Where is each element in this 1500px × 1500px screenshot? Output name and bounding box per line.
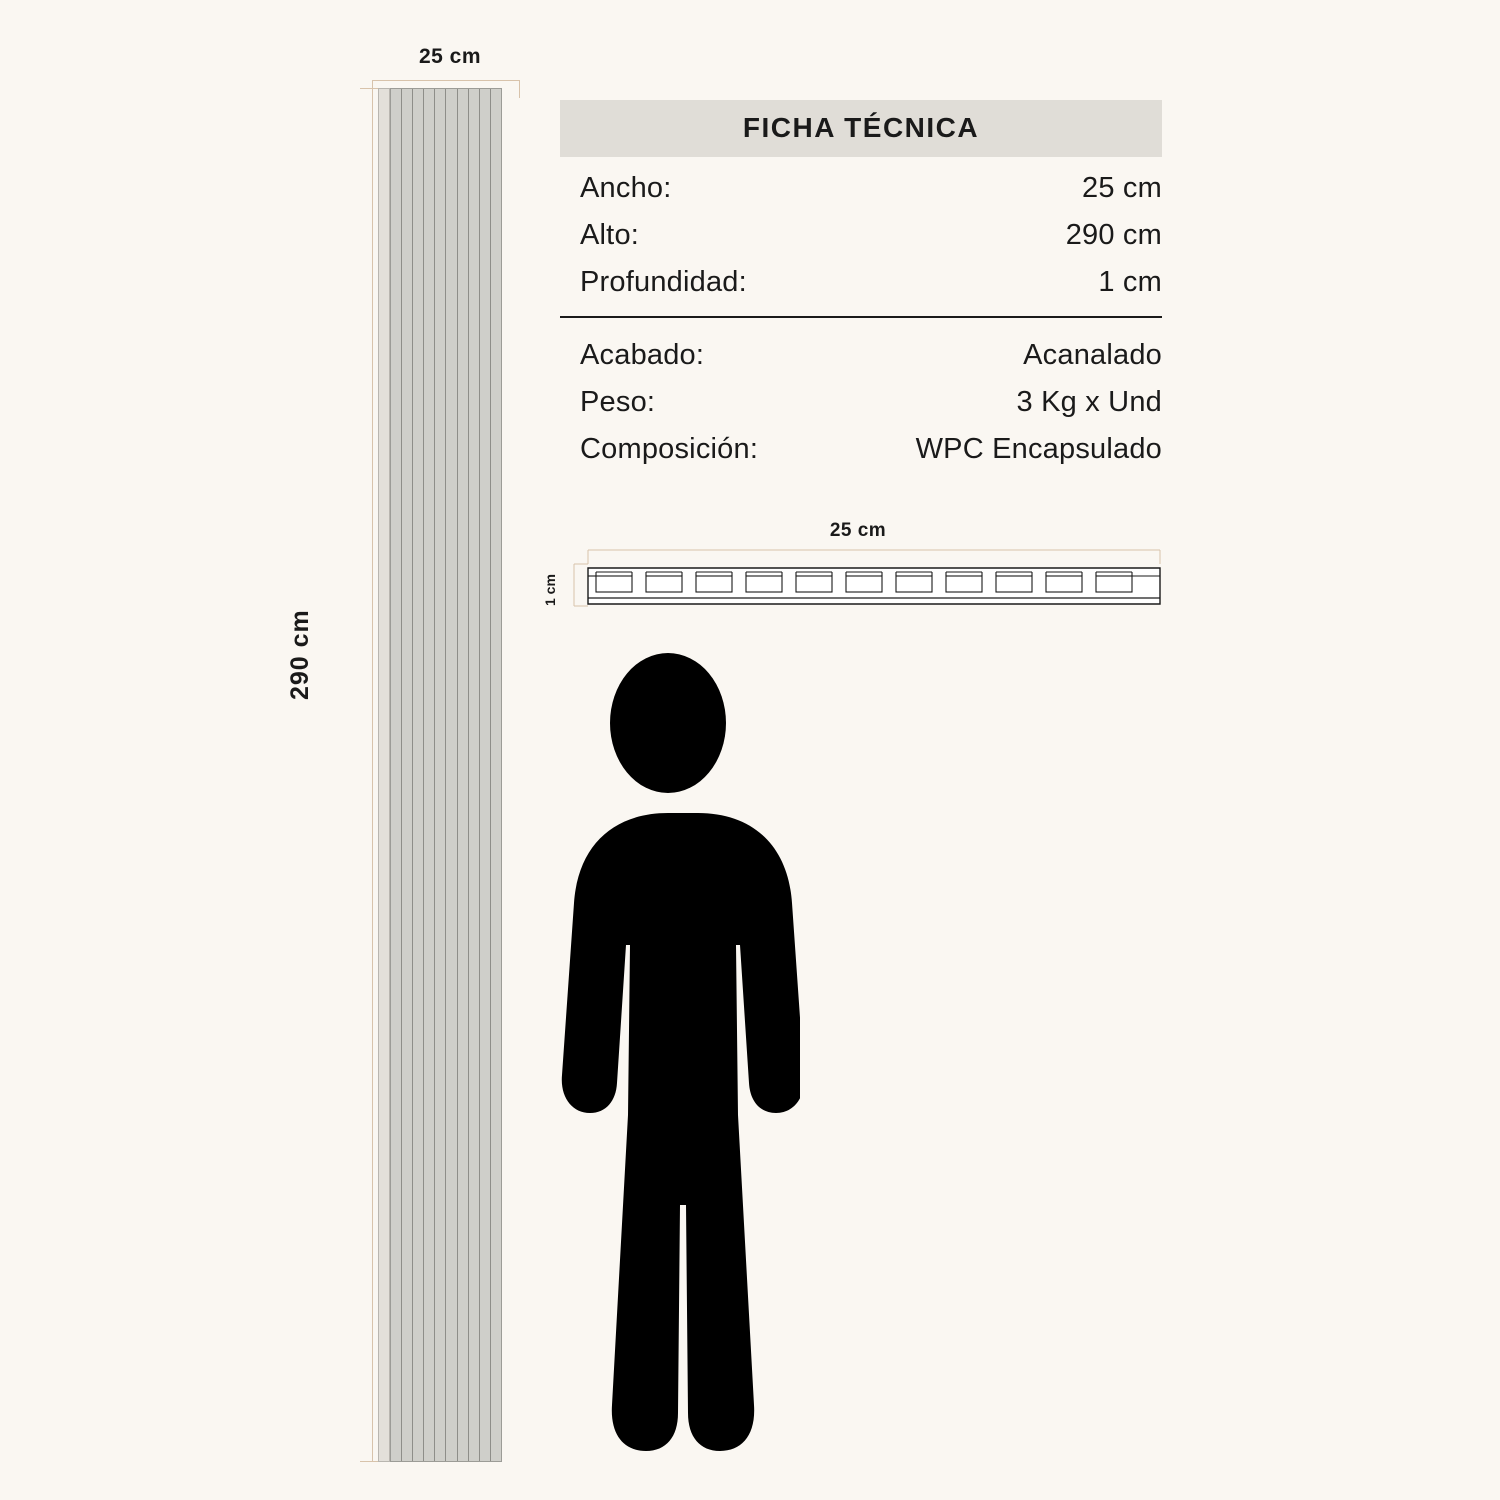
panel-slat	[413, 89, 424, 1461]
spec-value: 1 cm	[1098, 266, 1162, 298]
spec-value: Acanalado	[1023, 339, 1162, 371]
figure-head	[610, 653, 726, 793]
spec-row	[560, 259, 1162, 306]
panel-left-edge	[378, 88, 390, 1462]
panel-slat-face	[390, 88, 502, 1462]
spec-table	[560, 100, 1162, 473]
section-depth-label: 1 cm	[542, 574, 558, 606]
elevation-width-dimension-label: 25 cm	[418, 45, 482, 68]
elevation-height-dimension-line	[372, 88, 373, 1462]
spec-row	[560, 165, 1162, 212]
spec-label: Alto:	[580, 219, 640, 251]
panel-slat	[424, 89, 435, 1461]
spec-table-title: FICHA TÉCNICA	[560, 100, 1162, 157]
panel-slat	[469, 89, 480, 1461]
spec-label: Profundidad:	[580, 266, 747, 298]
figure-body	[562, 813, 800, 1451]
spec-label: Composición:	[580, 433, 759, 465]
panel-slat	[491, 89, 501, 1461]
panel-slat	[480, 89, 491, 1461]
panel-slat	[402, 89, 413, 1461]
section-profile-drawing	[542, 520, 1168, 630]
spec-value: 25 cm	[1082, 172, 1162, 204]
human-figure-svg	[540, 645, 800, 1465]
panel-elevation-drawing	[390, 88, 502, 1462]
spec-value: WPC Encapsulado	[915, 433, 1162, 465]
section-width-label: 25 cm	[829, 520, 887, 541]
spec-row	[560, 212, 1162, 259]
spec-group-dimensions	[560, 157, 1162, 306]
elevation-height-dimension-label: 290 cm	[286, 609, 314, 700]
spec-group-material	[560, 324, 1162, 473]
spec-divider	[560, 316, 1162, 318]
panel-slat	[458, 89, 469, 1461]
elevation-width-dimension-line	[372, 80, 520, 81]
spec-label: Peso:	[580, 386, 656, 418]
human-scale-silhouette	[540, 645, 800, 1465]
panel-slat	[391, 89, 402, 1461]
spec-label: Acabado:	[580, 339, 705, 371]
spec-label: Ancho:	[580, 172, 672, 204]
spec-row	[560, 379, 1162, 426]
spec-value: 3 Kg x Und	[1016, 386, 1162, 418]
elevation-width-tick-right	[519, 80, 520, 98]
spec-row	[560, 332, 1162, 379]
spec-row	[560, 426, 1162, 473]
spec-value: 290 cm	[1065, 219, 1162, 251]
panel-slat	[446, 89, 457, 1461]
panel-slat	[435, 89, 446, 1461]
